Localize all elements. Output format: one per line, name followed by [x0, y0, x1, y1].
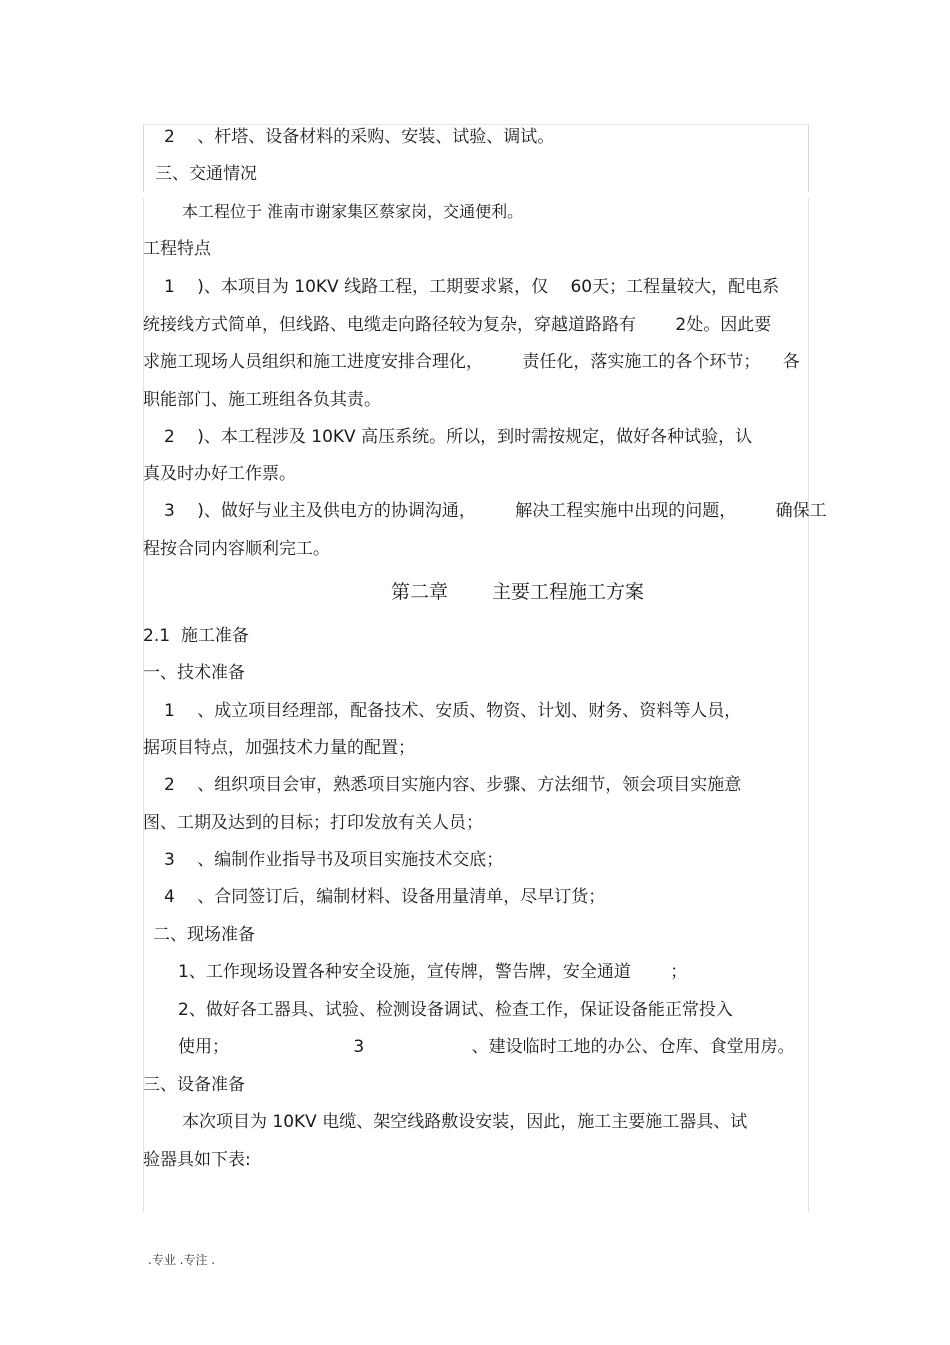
chapter-title: 第二章 主要工程施工方案	[391, 581, 645, 603]
site-item-2-line-1: 2、做好各工器具、试验、检测设备调试、检查工作，保证设备能正常投入	[178, 1000, 733, 1020]
tech-item-4: 4 、合同签订后，编制材料、设备用量清单，尽早订货；	[164, 887, 606, 907]
feature-1-line-4: 职能部门、施工班组各负其责。	[143, 390, 381, 410]
tech-item-2-line-1: 2 、组织项目会审，熟悉项目实施内容、步骤、方法细节，领会项目实施意	[164, 775, 742, 795]
feature-3-line-1: 3 )、做好与业主及供电方的协调沟通， 解决工程实施中出现的问题， 确保工	[164, 501, 827, 521]
feature-1-line-1: 1 )、本项目为 10KV 线路工程，工期要求紧，仅 60天；工程量较大，配电系	[164, 277, 780, 297]
feature-2-line-1: 2 )、本工程涉及 10KV 高压系统。所以，到时需按规定，做好各种试验，认	[164, 427, 753, 447]
site-item-2-line-2: 使用； 3 、建设临时工地的办公、仓库、食堂用房。	[178, 1037, 795, 1057]
tech-item-1-line-1: 1 、成立项目经理部，配备技术、安质、物资、计划、财务、资料等人员，	[164, 701, 742, 721]
section-heading-features: 工程特点	[143, 239, 211, 259]
scope-item-2: 2 、杆塔、设备材料的采购、安装、试验、调试。	[164, 127, 555, 147]
section-heading-traffic: 三、交通情况	[155, 164, 257, 184]
feature-1-line-2: 统接线方式简单，但线路、电缆走向路径较为复杂，穿越道路路有 2处。因此要	[143, 315, 772, 335]
section-2-1-heading: 2.1 施工准备	[143, 626, 249, 646]
page-footer: .专业 .专注 .	[148, 1253, 216, 1267]
site-prep-heading: 二、现场准备	[153, 925, 255, 945]
equipment-paragraph-line-1: 本次项目为 10KV 电缆、架空线路敷设安装，因此，施工主要施工器具、试	[182, 1112, 748, 1132]
tech-item-2-line-2: 图、工期及达到的目标；打印发放有关人员；	[143, 813, 483, 833]
site-item-1: 1、工作现场设置各种安全设施，宣传牌，警告牌，安全通道 ；	[178, 962, 688, 982]
equipment-prep-heading: 三、设备准备	[143, 1075, 245, 1095]
equipment-paragraph-line-2: 验器具如下表:	[143, 1150, 251, 1170]
tech-item-1-line-2: 据项目特点，加强技术力量的配置；	[143, 738, 415, 758]
feature-1-line-3: 求施工现场人员组织和施工进度安排合理化， 责任化，落实施工的各个环节； 各	[143, 352, 800, 372]
feature-2-line-2: 真及时办好工作票。	[143, 464, 296, 484]
feature-3-line-2: 程按合同内容顺利完工。	[143, 539, 330, 559]
traffic-paragraph: 本工程位于 淮南市谢家集区蔡家岗，交通便利。	[182, 202, 524, 221]
tech-item-3: 3 、编制作业指导书及项目实施技术交底；	[164, 850, 504, 870]
technical-prep-heading: 一、技术准备	[143, 663, 245, 683]
